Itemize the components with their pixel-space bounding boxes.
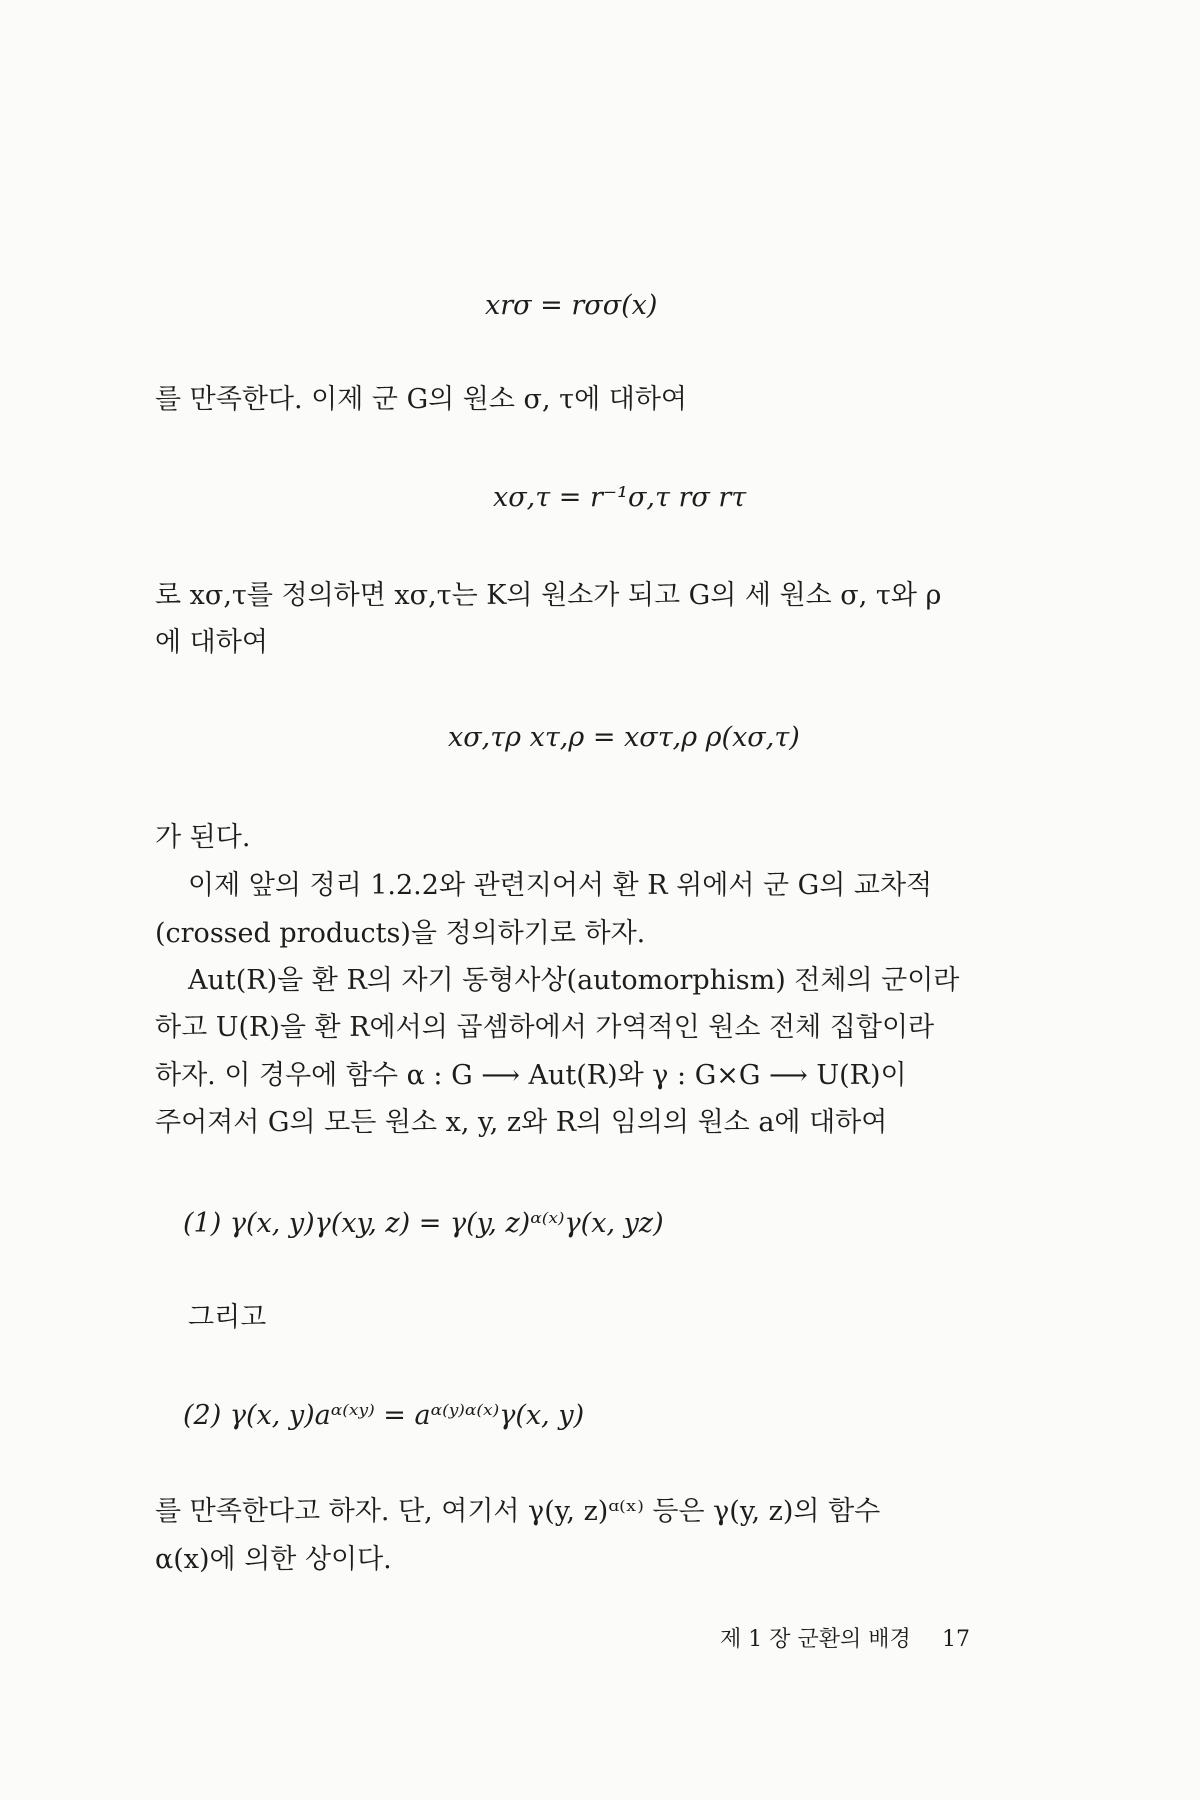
paragraph-6: 그리고 [188, 1302, 267, 1333]
condition-2: (2) γ(x, y)aᵅ⁽ˣʸ⁾ = aᵅ⁽ʸ⁾ᵅ⁽ˣ⁾γ(x, y) [183, 1400, 585, 1431]
condition-1: (1) γ(x, y)γ(xy, z) = γ(y, z)ᵅ⁽ˣ⁾γ(x, yz) [183, 1208, 664, 1239]
page-number: 17 [942, 1627, 970, 1652]
paragraph-2-line-2: 에 대하여 [155, 627, 268, 658]
paragraph-7-line-2: α(x)에 의한 상이다. [155, 1544, 392, 1575]
paragraph-4-line-1: 이제 앞의 정리 1.2.2와 관련지어서 환 R 위에서 군 G의 교차적 [188, 870, 933, 901]
paragraph-5-line-3: 하자. 이 경우에 함수 α : G ⟶ Aut(R)와 γ : G×G ⟶ U(R)이 [155, 1060, 907, 1091]
paragraph-4-line-2: (crossed products)을 정의하기로 하자. [155, 918, 646, 949]
paragraph-5-line-4: 주어져서 G의 모든 원소 x, y, z와 R의 임의의 원소 a에 대하여 [155, 1107, 888, 1138]
paragraph-1: 를 만족한다. 이제 군 G의 원소 σ, τ에 대하여 [155, 384, 687, 415]
paragraph-2-line-1: 로 xσ,τ를 정의하면 xσ,τ는 K의 원소가 되고 G의 세 원소 σ, τ와 ρ [155, 580, 942, 611]
equation-2: xσ,τ = r⁻¹σ,τ rσ rτ [493, 482, 747, 513]
paragraph-5-line-2: 하고 U(R)을 환 R에서의 곱셈하에서 가역적인 원소 전체 집합이라 [155, 1012, 935, 1043]
running-footer-chapter: 제 1 장 군환의 배경 [720, 1627, 911, 1652]
paragraph-3: 가 된다. [155, 822, 251, 853]
equation-1: xrσ = rσσ(x) [485, 290, 658, 321]
paragraph-7-line-1: 를 만족한다고 하자. 단, 여기서 γ(y, z)ᵅ⁽ˣ⁾ 등은 γ(y, z)의 함수 [155, 1496, 881, 1527]
equation-3: xσ,τρ xτ,ρ = xστ,ρ ρ(xσ,τ) [448, 722, 800, 753]
paragraph-5-line-1: Aut(R)을 환 R의 자기 동형사상(automorphism) 전체의 군이라 [188, 965, 960, 996]
